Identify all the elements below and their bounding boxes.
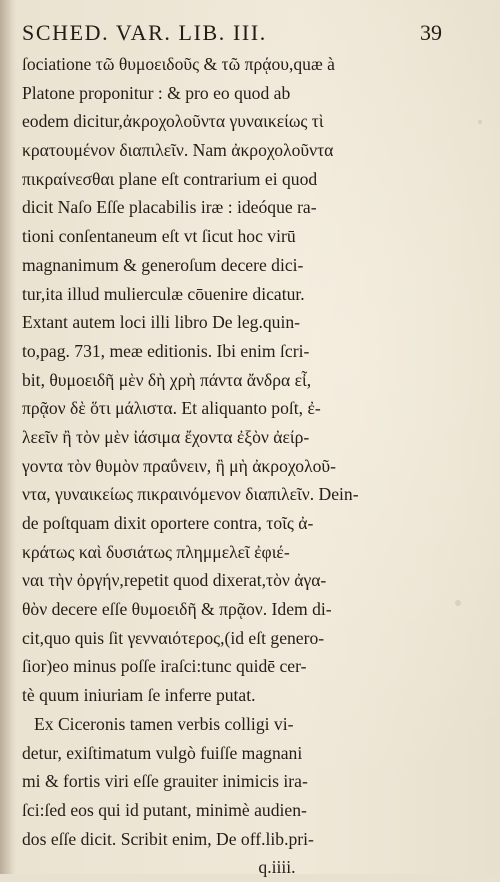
text-line: to,pag. 731, meæ editionis. Ibi enim ſcri- bbox=[22, 340, 310, 361]
text-line: mi & fortis viri eſſe grauiter inimicis ira- bbox=[22, 771, 308, 792]
gutter-shadow bbox=[0, 0, 14, 874]
text-line: πικραίνεσθαι plane eſt contrarium ei quod bbox=[22, 168, 318, 189]
body-text bbox=[22, 50, 482, 882]
text-line: tè quum iniuriam ſe inferre putat. bbox=[22, 685, 256, 706]
text-line: cit,quo quis ſit γενναιότερος,(id eſt genero- bbox=[22, 627, 325, 648]
catchword-line: q.iiii. bbox=[258, 857, 296, 878]
text-line: πρᾷον δὲ ὅτι μάλιστα. Et aliquanto poſt, ἐ- bbox=[22, 398, 321, 419]
text-line: Extant autem loci illi libro De leg.quin- bbox=[22, 312, 301, 333]
text-line: θὸν decere eſſe θυμοειδῆ & πρᾷον. Idem di- bbox=[22, 599, 332, 620]
text-line: dos eſſe dicit. Scribit enim, De off.lib.pri- bbox=[22, 828, 314, 849]
text-line: ſior)eo minus poſſe iraſci:tunc quidē cer- bbox=[22, 656, 307, 677]
text-line: detur, exiſtimatum vulgò fuiſſe magnani bbox=[22, 742, 303, 763]
text-line: magnanimum & generoſum decere dici- bbox=[22, 254, 304, 275]
text-line: κράτως καὶ δυσιάτως πλημμελεῖ ἐφιέ- bbox=[22, 541, 290, 562]
text-line: tioni conſentaneum eſt vt ſicut hoc virū bbox=[22, 226, 296, 247]
text-line: bit, θυμοειδῆ μὲν δὴ χρὴ πάντα ἄνδρα εἶ, bbox=[22, 369, 312, 390]
text-line: Platone proponitur : & pro eo quod ab bbox=[22, 82, 291, 103]
text-line: eodem dicitur,ἀκροχολοῦντα γυναικείως τὶ bbox=[22, 111, 324, 132]
text-line: tur,ita illud mulierculæ cōuenire dicatur. bbox=[22, 283, 305, 304]
text-line: ντα, γυναικείως πικραινόμενον διαπιλεῖν. Dein- bbox=[22, 484, 359, 505]
text-line: κρατουμένον διαπιλεῖν. Nam ἀκροχολοῦντα bbox=[22, 140, 334, 161]
text-line: dicit Naſo Eſſe placabilis iræ : ideóque ra- bbox=[22, 197, 317, 218]
text-line: ſociatione τῶ θυμοειδοῦς & τῶ πρᾴου,quæ à bbox=[22, 54, 335, 74]
text-line: λεεῖν ἢ τὸν μὲν ἰάσιμα ἔχοντα ἐξὸν ἀείρ- bbox=[22, 426, 310, 447]
text-line: ſci:ſed eos qui id putant, minimè audien- bbox=[22, 799, 307, 820]
text-line: ναι τὴν ὀργήν,repetit quod dixerat,τὸν ἀγα- bbox=[22, 570, 327, 591]
text-line: γοντα τὸν θυμὸν πραΰνειν, ἢ μὴ ἀκροχολοῦ- bbox=[22, 455, 336, 476]
page-number: 39 bbox=[420, 20, 442, 45]
page-header bbox=[22, 20, 442, 46]
text-line: de poſtquam dixit oportere contra, τοῖς ἀ- bbox=[22, 513, 314, 533]
paragraph-start-line: Ex Ciceronis tamen verbis colligi vi- bbox=[34, 713, 294, 734]
running-head: SCHED. VAR. LIB. III. bbox=[22, 20, 267, 45]
